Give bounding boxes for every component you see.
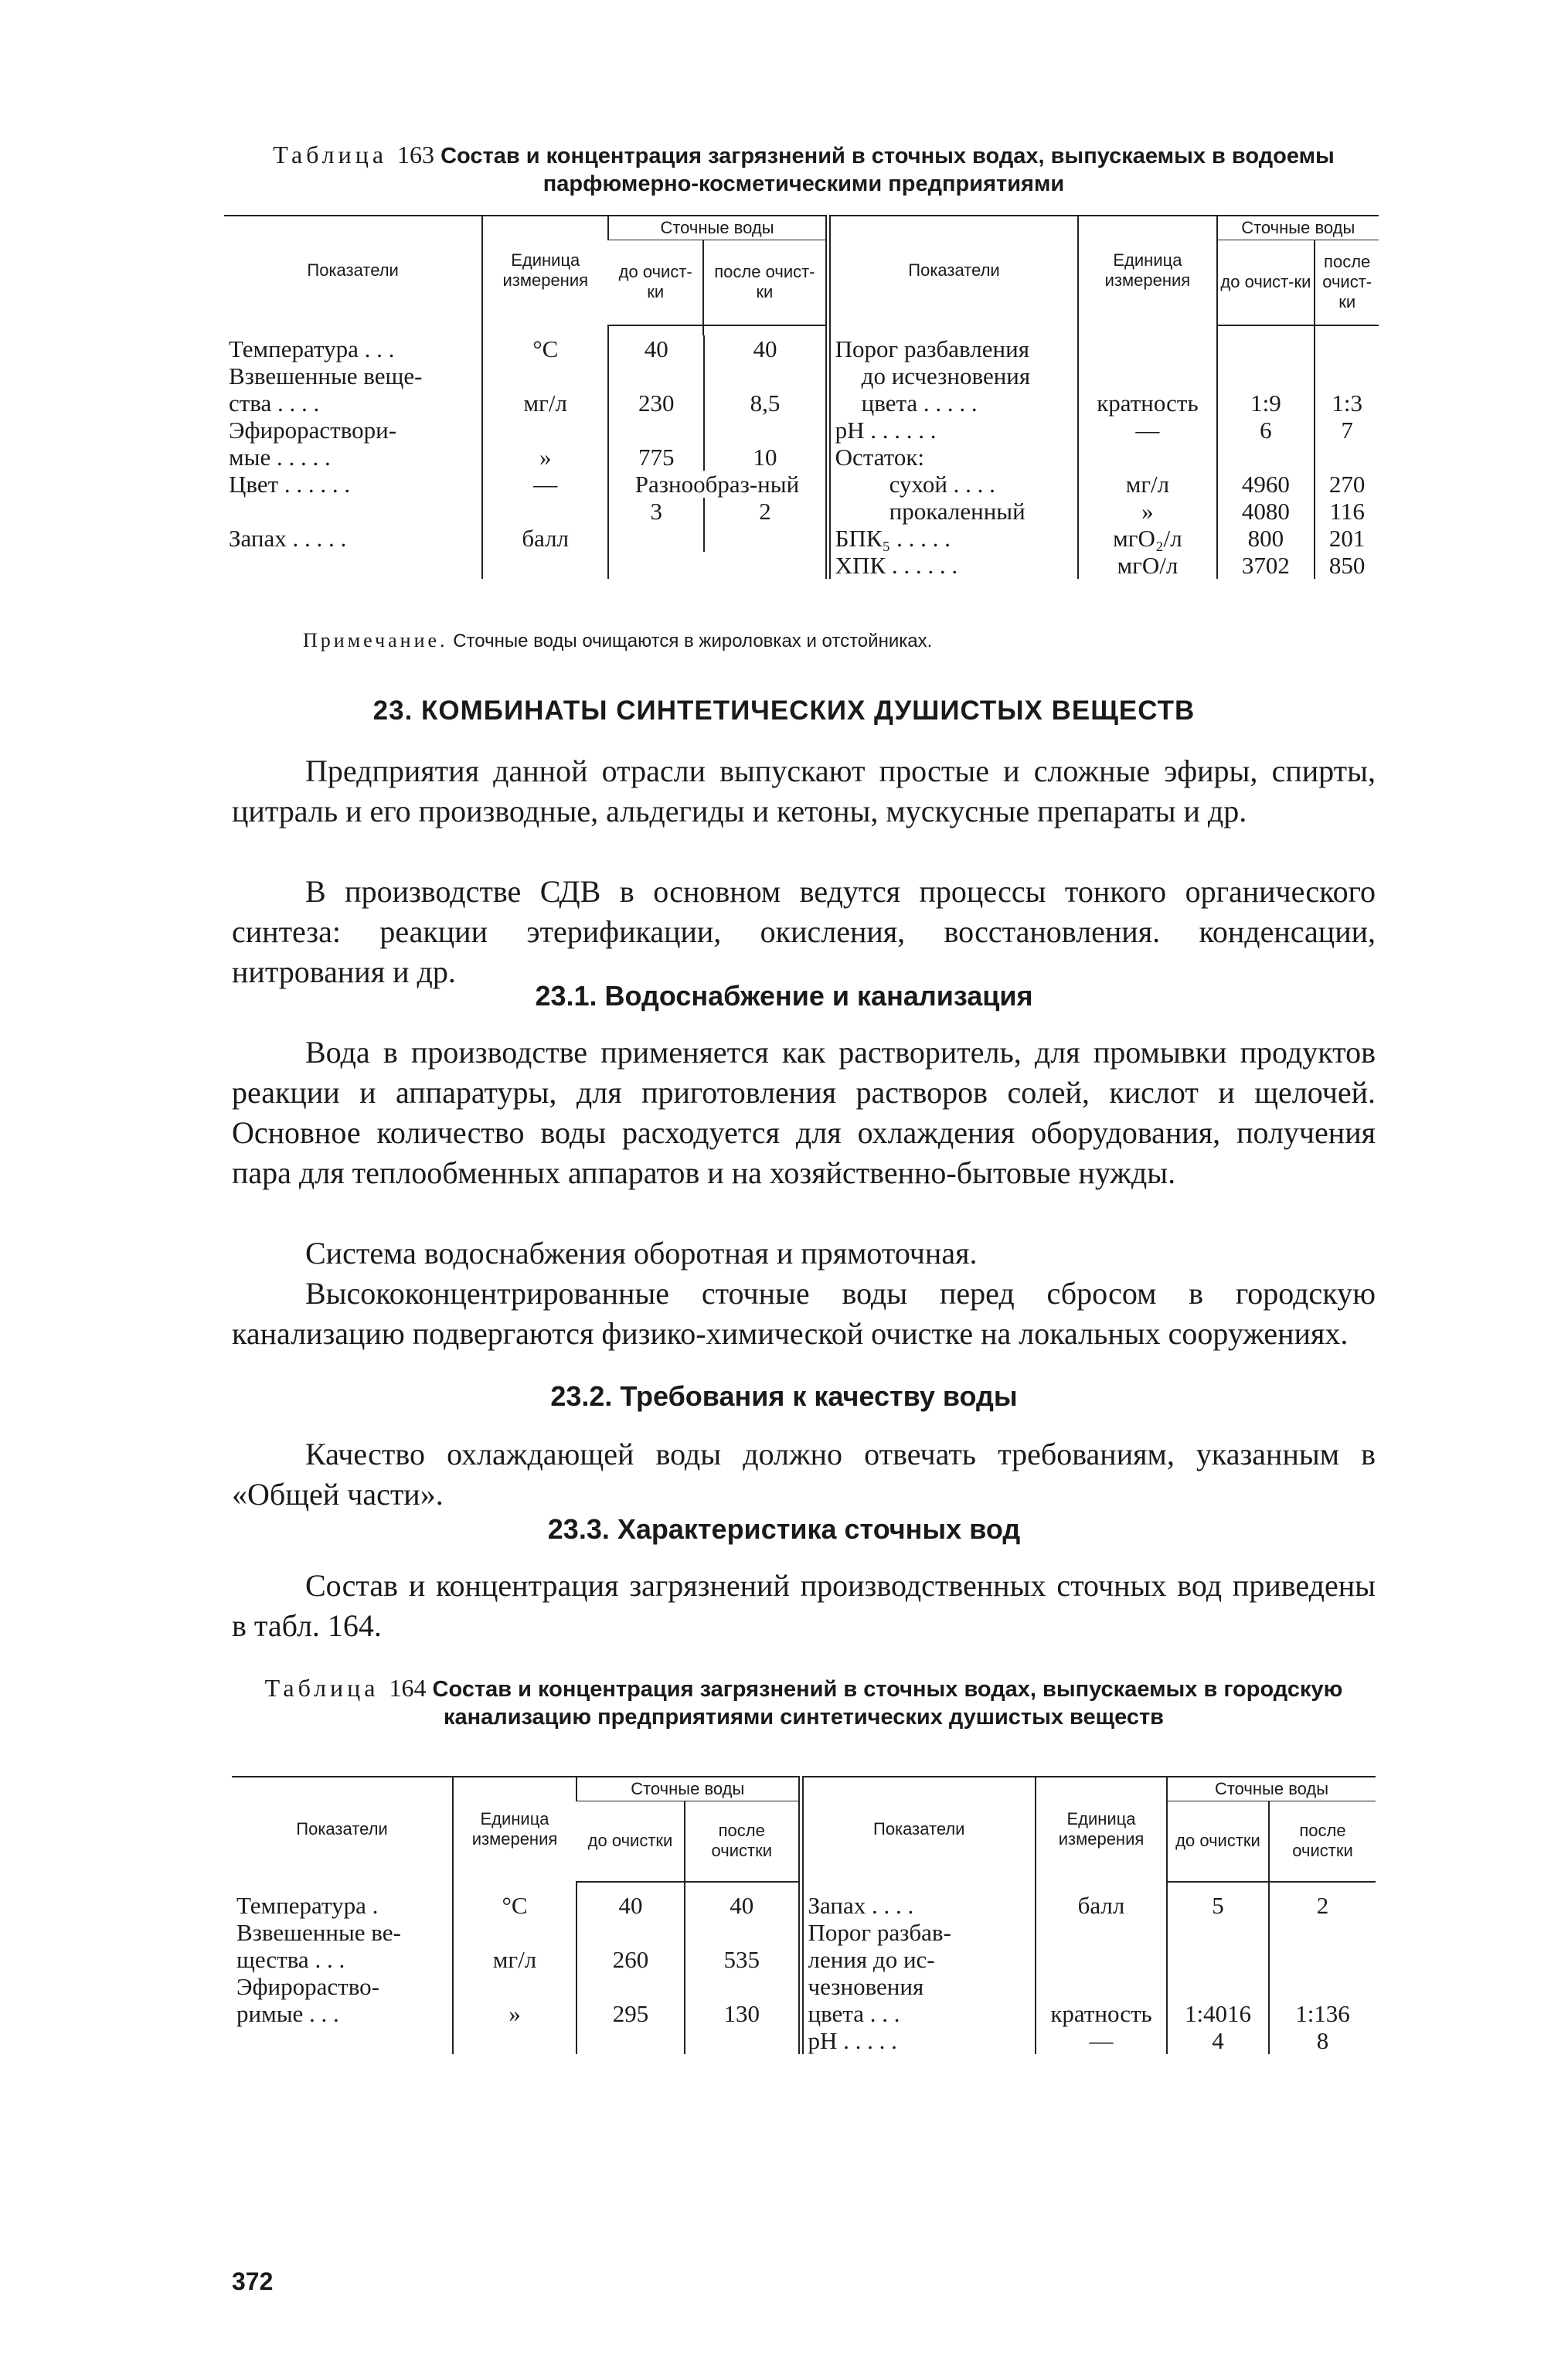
unit-column-right: кратность — мг/л » мгО₂/л мгО/л [1078,335,1216,579]
table-label: Таблица [273,141,388,168]
header-wastewater: Сточные воды [577,1777,801,1801]
indicator-column-right: Порог разбавления до исчезновения цвета . . . . . pH . . . . . . Остаток: сухой . . . . прокаленный БПК₅ . . . . . ХПК . . . . . . [828,335,1078,579]
indicator-column-left: Температура . . . Взвешенные веще- ства . . . . Эфирораствори- мые . . . . . Цвет . . . . . . Запах . . . . . [229,335,423,552]
header-before: до очист-ки [1217,240,1315,325]
paragraph: Качество охлаждающей воды должно отвечать требованиям, указанным в «Общей части». [232,1437,1376,1512]
table-number: 164 [389,1674,427,1702]
header-after: после очист-ки [1315,240,1379,325]
header-indicator: Показатели [828,216,1078,325]
unit-column-left: °C мг/л » [453,1892,577,2054]
paragraph: Состав и концентрация загрязнений производственных сточных вод приведены в табл. 164. [232,1568,1376,1643]
after-column-left: 40 535 130 [685,1892,801,2054]
table-row [232,1892,1376,2054]
header-wastewater: Сточные воды [1217,216,1379,240]
table-163-note [303,629,932,652]
header-before: до очист-ки [608,240,703,325]
note-label: Примечание. [303,629,448,651]
unit-column-left: °C мг/л » — балл [482,335,608,579]
header-wastewater: Сточные воды [1167,1777,1376,1801]
table-label: Таблица [264,1674,379,1702]
table-163 [224,215,1379,579]
header-unit: Единица измерения [1078,216,1216,325]
header-indicator: Показатели [224,216,482,325]
header-indicator: Показатели [232,1777,453,1882]
header-unit: Единица измерения [1036,1777,1167,1882]
paragraph: Предприятия данной отрасли выпускают простые и сложные эфиры, спирты, цитраль и его производные, альдегиды и кетоны, мускусные препараты и др. [232,753,1376,828]
header-unit: Единица измерения [482,216,608,325]
before-column: 40 230 775 [609,335,705,471]
table-164-caption [224,1674,1383,1731]
subsection-heading: 23.3. Характеристика сточных вод [547,1513,1021,1545]
header-indicator: Показатели [801,1777,1036,1882]
header-after: после очистки [685,1801,801,1882]
subsection-heading: 23.1. Водоснабжение и канализация [535,980,1033,1012]
indicator-column-right: Запах . . . . Порог разбав- ления до ис- чезновения цвета . . . pH . . . . . [801,1892,1036,2054]
section-heading: 23. КОМБИНАТЫ СИНТЕТИЧЕСКИХ ДУШИСТЫХ ВЕЩЕСТВ [372,696,1196,726]
table-number: 163 [397,141,435,168]
note-text: Сточные воды очищаются в жироловках и отстойниках. [453,631,933,651]
before-column-right: 1:9 6 4960 4080 800 3702 [1217,335,1315,579]
values-block-left: 40 230 775 40 8,5 10 Разнообраз-ный 3 2 [608,335,828,579]
paragraph: Высококонцентрированные сточные воды перед сбросом в городскую канализацию подвергаются физико-химической очистке на локальных сооружениях. [232,1276,1376,1351]
header-wastewater: Сточные воды [608,216,828,240]
table-title: Состав и концентрация загрязнений в сточных водах, выпускаемых в водоемы парфюмерно-косметическими предприятиями [440,144,1335,196]
subsection-heading: 23.2. Требования к качеству воды [550,1380,1018,1412]
after-column-right: 1:3 7 270 116 201 850 [1315,335,1379,579]
table-163-caption [224,141,1383,198]
before-column-right: 5 1:4016 4 [1167,1892,1269,2054]
paragraph: В производстве СДВ в основном ведутся процессы тонкого органического синтеза: реакции этерификации, окисления, восстановления. конденсации, нитрования и др. [232,874,1376,989]
header-before: до очистки [577,1801,685,1882]
header-unit: Единица измерения [453,1777,577,1882]
after-column-right: 2 1:136 8 [1269,1892,1376,2054]
paragraph: Вода в производстве применяется как растворитель, для промывки продуктов реакции и аппаратуры, для приготовления растворов солей, кислот и щелочей. Основное количество воды расходуется для охлаждения оборудования, получения пара для теплообменных аппаратов и на хозяйственно-бытовые нужды. [232,1035,1376,1190]
unit-column-right: балл кратность — [1036,1892,1167,2054]
merged-value: Разнообраз-ный [634,470,800,498]
header-before: до очистки [1167,1801,1269,1882]
header-after: после очистки [1269,1801,1376,1882]
table-row [224,335,1379,579]
paragraph: Система водоснабжения оборотная и прямоточная. [305,1236,978,1271]
page-number: 372 [232,2267,274,2295]
after-column: 40 8,5 10 [750,335,781,471]
table-164 [232,1776,1376,2054]
before-column-left: 40 260 295 [577,1892,685,2054]
table-title: Состав и концентрация загрязнений в сточных водах, выпускаемых в городскую канализацию предприятиями синтетических душистых веществ [432,1677,1343,1730]
indicator-column-left: Температура . Взвешенные ве- щества . . . Эфирораство- римые . . . [236,1891,401,2027]
header-after: после очист-ки [703,240,828,325]
